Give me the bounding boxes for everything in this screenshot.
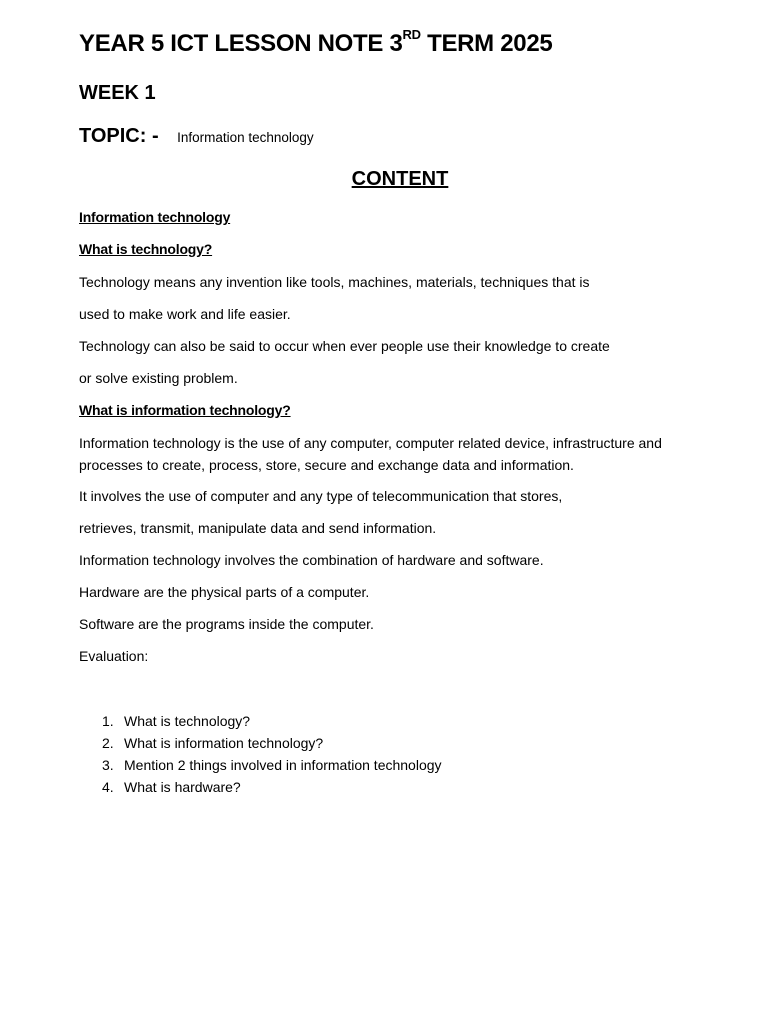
title-suffix: TERM 2025	[420, 30, 553, 57]
body-line: or solve existing problem.	[79, 370, 238, 386]
question-heading-technology: What is technology?	[79, 241, 213, 257]
list-item-text: Mention 2 things involved in information technology	[124, 757, 442, 773]
list-item	[79, 710, 442, 732]
body-line: Information technology involves the combination of hardware and software.	[79, 552, 544, 568]
list-item-text: What is technology?	[124, 713, 251, 729]
section-title: Information technology	[79, 209, 231, 225]
title-superscript: RD	[402, 27, 421, 42]
body-paragraph: Information technology is the use of any computer, computer related device, infrastructure and processes to create, process, store, secure and exchange data and information.	[79, 435, 662, 473]
question-heading-information-technology: What is information technology?	[79, 402, 291, 418]
body-line: retrieves, transmit, manipulate data and send information.	[79, 520, 437, 536]
list-item-number: 4.	[102, 779, 114, 795]
content-heading: CONTENT	[351, 168, 449, 190]
document-title	[79, 27, 553, 58]
topic-value: Information technology	[177, 130, 314, 145]
list-item-number: 3.	[102, 757, 114, 773]
body-line: used to make work and life easier.	[79, 306, 291, 322]
list-item-text: What is information technology?	[124, 735, 324, 751]
topic-label: TOPIC: -	[79, 125, 159, 147]
week-heading: WEEK 1	[79, 82, 156, 104]
evaluation-label: Evaluation:	[79, 648, 149, 664]
list-item	[79, 732, 442, 754]
list-item-text: What is hardware?	[124, 779, 241, 795]
topic-row	[79, 125, 314, 148]
body-line: Hardware are the physical parts of a computer.	[79, 584, 370, 600]
list-item-number: 2.	[102, 735, 114, 751]
list-item	[79, 754, 442, 776]
list-item-number: 1.	[102, 713, 114, 729]
list-item	[79, 776, 442, 798]
body-line: Software are the programs inside the computer.	[79, 616, 374, 632]
evaluation-list	[79, 710, 442, 798]
body-line: It involves the use of computer and any type of telecommunication that stores,	[79, 488, 563, 504]
title-prefix: YEAR 5 ICT LESSON NOTE 3	[79, 30, 403, 57]
body-line: Technology means any invention like tools, machines, materials, techniques that is	[79, 274, 590, 290]
body-line: Technology can also be said to occur when ever people use their knowledge to create	[79, 338, 610, 354]
